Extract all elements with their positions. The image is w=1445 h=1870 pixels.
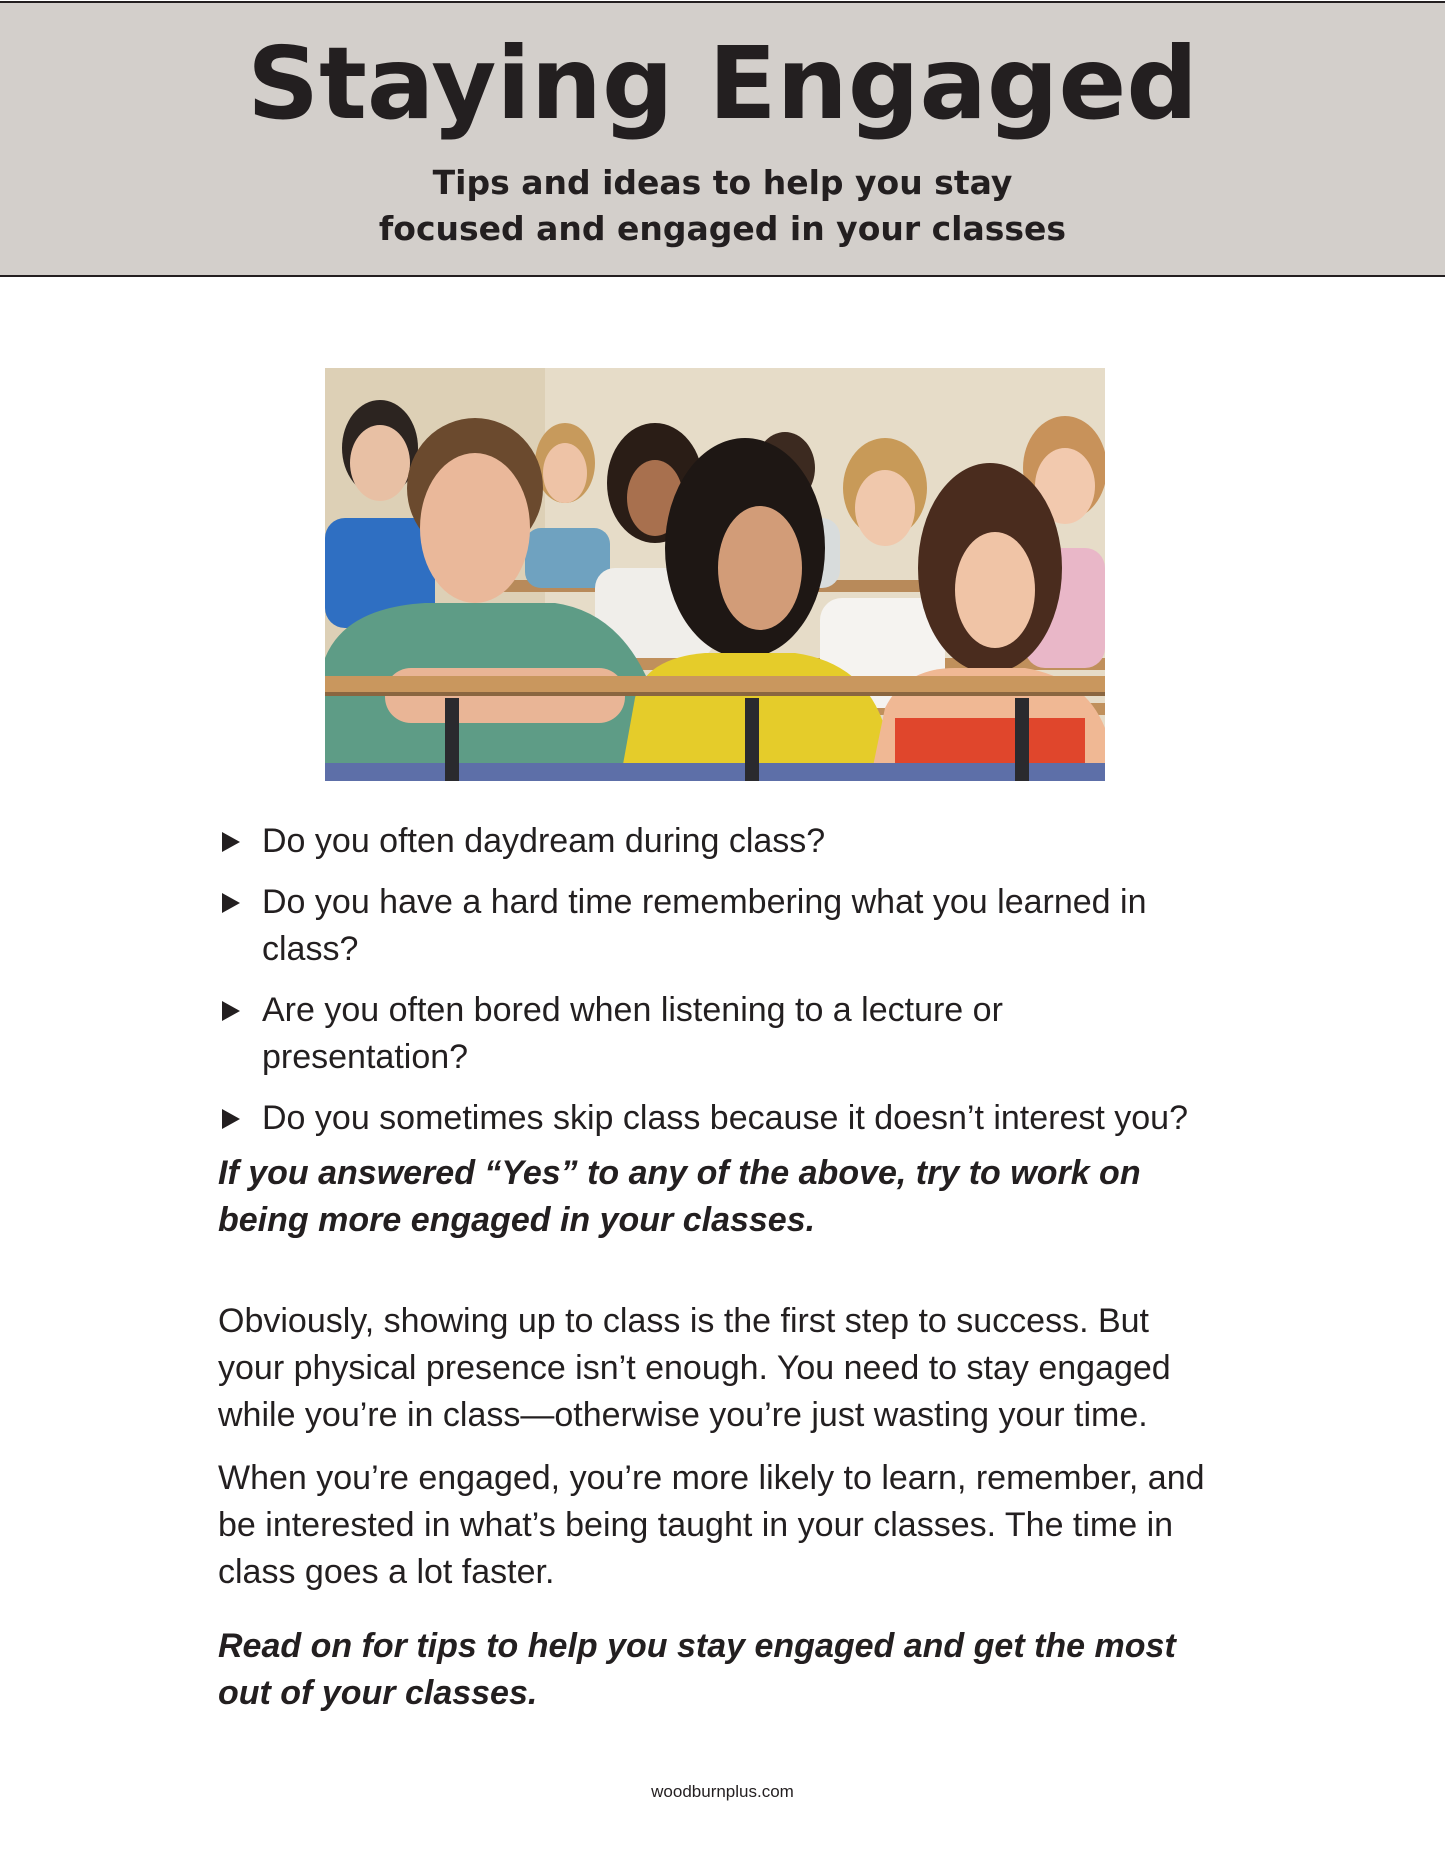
main-content	[218, 818, 1218, 1717]
question-text: Are you often bored when listening to a lecture or presentation?	[262, 991, 1003, 1076]
question-item	[218, 987, 1218, 1081]
question-list	[218, 818, 1218, 1142]
question-item	[218, 818, 1218, 865]
callout-text: If you answered “Yes” to any of the above, try to work on being more engaged in your classes.	[218, 1154, 1141, 1239]
question-item	[218, 879, 1218, 973]
intro-paragraph: Obviously, showing up to class is the first step to success. But your physical presence isn’t enough. You need to stay engaged while you’re in class—otherwise you’re just wasting your time.	[218, 1302, 1171, 1434]
page-title: Staying Engaged	[247, 25, 1198, 142]
triangle-right-icon	[222, 832, 240, 852]
closing-text: Read on for tips to help you stay engaged and get the most out of your classes.	[218, 1627, 1176, 1712]
triangle-right-icon	[222, 1109, 240, 1129]
page-subtitle	[0, 160, 1445, 252]
subtitle-line-1: Tips and ideas to help you stay	[432, 163, 1013, 202]
footer-site: woodburnplus.com	[651, 1782, 794, 1801]
triangle-right-icon	[222, 893, 240, 913]
question-text: Do you have a hard time remembering what you learned in class?	[262, 883, 1147, 968]
classroom-photo	[325, 368, 1105, 781]
triangle-right-icon	[222, 1001, 240, 1021]
question-text: Do you often daydream during class?	[262, 822, 826, 860]
benefits-paragraph: When you’re engaged, you’re more likely to learn, remember, and be interested in what’s being taught in your classes. The time in class goes a lot faster.	[218, 1459, 1205, 1591]
header-banner	[0, 1, 1445, 277]
subtitle-line-2: focused and engaged in your classes	[378, 209, 1067, 248]
question-item	[218, 1095, 1218, 1142]
question-text: Do you sometimes skip class because it doesn’t interest you?	[262, 1099, 1189, 1137]
